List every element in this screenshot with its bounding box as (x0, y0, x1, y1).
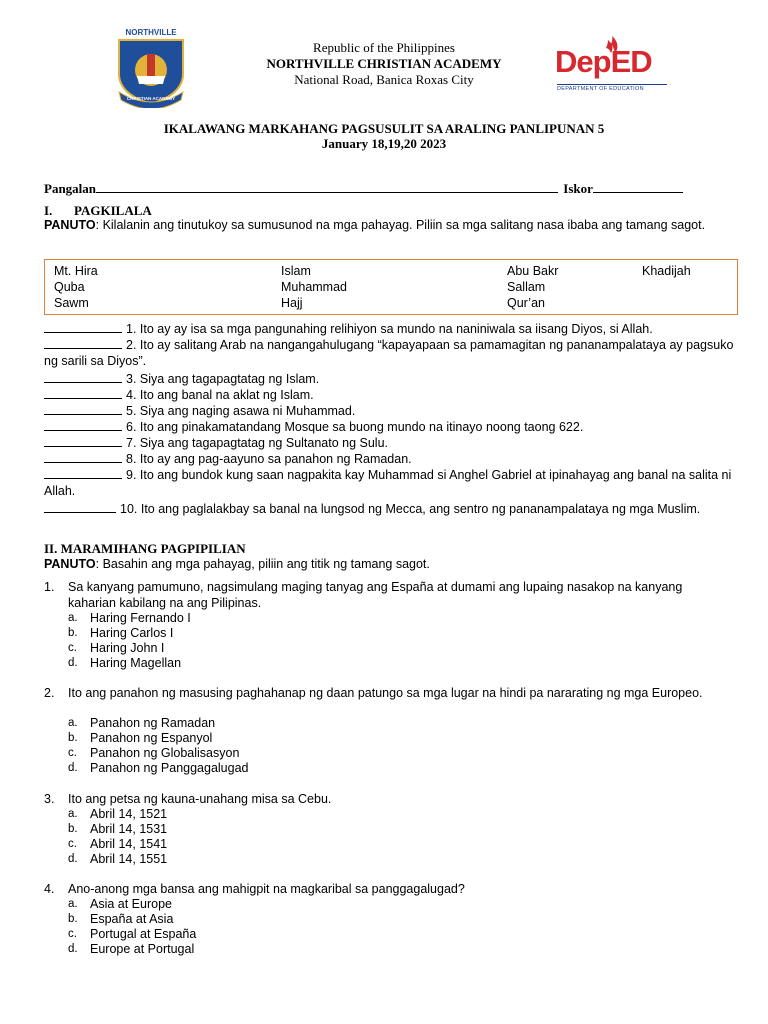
option-letter: c. (68, 928, 77, 940)
option-text: Abril 14, 1521 (90, 807, 168, 821)
part2-directions (44, 557, 724, 573)
option-letter: d. (68, 943, 78, 955)
option-text: España at Asia (90, 912, 174, 926)
deped-subtitle: DEPARTMENT OF EDUCATION (557, 84, 667, 92)
mc-question (44, 882, 724, 898)
deped-logo (555, 36, 667, 96)
answer-blank[interactable] (44, 387, 122, 399)
option-text: Panahon ng Panggagalugad (90, 761, 249, 775)
option-letter: b. (68, 913, 78, 925)
identification-item (44, 371, 734, 387)
question-number: 2. (44, 686, 55, 700)
part1-directions-label: PANUTO (44, 218, 96, 232)
item-text: 7. Siya ang tagapagtatag ng Sultanato ng Sulu. (126, 436, 389, 450)
mc-question (44, 580, 724, 612)
item-text: 4. Ito ang banal na aklat ng Islam. (126, 388, 314, 402)
exam-title: IKALAWANG MARKAHANG PAGSUSULIT SA ARALING PANLIPUNAN 5 (163, 121, 605, 136)
question-number: 1. (44, 580, 55, 594)
identification-item (44, 403, 734, 419)
word-bank-item: Sawm (54, 296, 89, 310)
identification-item (44, 451, 734, 467)
part2-directions-text: : Basahin ang mga pahayag, piliin ang titik ng tamang sagot. (95, 557, 430, 571)
word-bank-item: Mt. Hira (54, 264, 98, 278)
exam-date: January 18,19,20 2023 (321, 136, 447, 151)
part2-number: II. (44, 541, 58, 556)
word-bank-item: Hajj (281, 296, 303, 310)
score-field[interactable] (593, 181, 683, 193)
option-text: Haring Fernando I (90, 611, 191, 625)
option-text: Haring Carlos I (90, 626, 174, 640)
identification-item (44, 419, 734, 435)
option-letter: c. (68, 747, 77, 759)
option-text: Europe at Portugal (90, 942, 195, 956)
part2-heading (44, 541, 246, 556)
identification-item (44, 467, 734, 499)
part1-number: I. (44, 203, 53, 218)
part1-heading (44, 203, 152, 218)
question-text: Sa kanyang pamumuno, nagsimulang maging tanyag ang España at dumami ang lupaing nasakop na kanyang kaharian kabilang na ang Pilipinas. (68, 580, 683, 610)
option-letter: b. (68, 823, 78, 835)
part2-title: MARAMIHANG PAGPIPILIAN (60, 541, 246, 556)
identification-item (44, 501, 734, 517)
item-text: 9. Ito ang bundok kung saan nagpakita kay Muhammad si Anghel Gabriel at ipinahayag ang banal na salita ni Allah. (44, 468, 732, 498)
answer-blank[interactable] (44, 419, 122, 431)
answer-blank[interactable] (44, 435, 122, 447)
question-number: 4. (44, 882, 55, 896)
deped-wordmark: DepED (555, 44, 652, 79)
item-text: 2. Ito ay salitang Arab na nangangahulugang “kapayapaan sa pamamagitan ng pananampalataya ay pagsuko ng sarili sa Diyos”. (44, 338, 734, 368)
part1-title: PAGKILALA (74, 203, 152, 218)
name-field[interactable] (96, 181, 558, 193)
option-letter: a. (68, 717, 78, 729)
answer-blank[interactable] (44, 467, 122, 479)
option-text: Portugal at España (90, 927, 197, 941)
identification-item (44, 435, 734, 451)
option-text: Abril 14, 1531 (90, 822, 168, 836)
option-text: Abril 14, 1541 (90, 837, 168, 851)
question-text: Ano-anong mga bansa ang mahigpit na magkaribal sa panggagalugad? (68, 882, 465, 896)
item-text: 5. Siya ang naging asawa ni Muhammad. (126, 404, 356, 418)
name-line (44, 181, 734, 196)
option-letter: a. (68, 808, 78, 820)
option-letter: a. (68, 898, 78, 910)
answer-blank[interactable] (44, 337, 122, 349)
school-name: NORTHVILLE CHRISTIAN ACADEMY (266, 56, 502, 71)
word-bank-item: Qur’an (507, 296, 545, 310)
identification-item (44, 321, 734, 337)
option-text: Asia at Europe (90, 897, 172, 911)
identification-item (44, 387, 734, 403)
school-address: National Road, Banica Roxas City (294, 72, 474, 87)
option-letter: a. (68, 612, 78, 624)
answer-blank[interactable] (44, 403, 122, 415)
school-logo-name: NORTHVILLE (125, 28, 177, 37)
word-bank-item: Quba (54, 280, 85, 294)
word-bank-item: Sallam (507, 280, 546, 294)
option-letter: d. (68, 762, 78, 774)
item-text: 6. Ito ang pinakamatandang Mosque sa buong mundo na itinayo noong taong 622. (126, 420, 584, 434)
question-text: Ito ang petsa ng kauna-unahang misa sa Cebu. (68, 792, 332, 806)
answer-blank[interactable] (44, 501, 116, 513)
word-bank-item: Muhammad (281, 280, 347, 294)
option-letter: b. (68, 627, 78, 639)
school-logo-ribbon: CHRISTIAN ACADEMY (126, 96, 176, 101)
part2-directions-label: PANUTO (44, 557, 96, 571)
option-text: Panahon ng Espanyol (90, 731, 213, 745)
mc-question (44, 686, 724, 718)
answer-blank[interactable] (44, 321, 122, 333)
part1-directions-text: : Kilalanin ang tinutukoy sa sumusunod na mga pahayag. Piliin sa mga salitang nasa ibaba ang tamang sagot. (95, 218, 706, 232)
option-letter: d. (68, 657, 78, 669)
option-text: Haring John I (90, 641, 165, 655)
option-text: Haring Magellan (90, 656, 182, 670)
option-text: Abril 14, 1551 (90, 852, 168, 866)
option-letter: d. (68, 853, 78, 865)
score-label: Iskor (563, 181, 593, 196)
identification-item (44, 337, 734, 369)
republic-line: Republic of the Philippines (313, 40, 455, 55)
option-letter: c. (68, 838, 77, 850)
item-text: 1. Ito ay ay isa sa mga pangunahing relihiyon sa mundo na naniniwala sa iisang Diyos, si Allah. (126, 322, 653, 336)
answer-blank[interactable] (44, 451, 122, 463)
option-text: Panahon ng Globalisasyon (90, 746, 240, 760)
option-letter: c. (68, 642, 77, 654)
option-text: Panahon ng Ramadan (90, 716, 216, 730)
item-text: 10. Ito ang paglalakbay sa banal na lungsod ng Mecca, ang sentro ng pananampalataya ng mga Muslim. (120, 502, 701, 516)
item-text: 8. Ito ay ang pag-aayuno sa panahon ng Ramadan. (126, 452, 412, 466)
word-bank-item: Islam (281, 264, 311, 278)
word-bank-item: Khadijah (642, 264, 691, 278)
word-bank-item: Abu Bakr (507, 264, 559, 278)
option-letter: b. (68, 732, 78, 744)
answer-blank[interactable] (44, 371, 122, 383)
mc-question (44, 792, 724, 808)
item-text: 3. Siya ang tagapagtatag ng Islam. (126, 372, 320, 386)
name-label: Pangalan (44, 181, 97, 196)
question-number: 3. (44, 792, 55, 806)
part1-directions (44, 218, 724, 234)
word-bank (44, 259, 738, 315)
question-text: Ito ang panahon ng masusing paghahanap ng daan patungo sa mga lugar na hindi pa nararating ng mga Europeo. (68, 686, 703, 700)
